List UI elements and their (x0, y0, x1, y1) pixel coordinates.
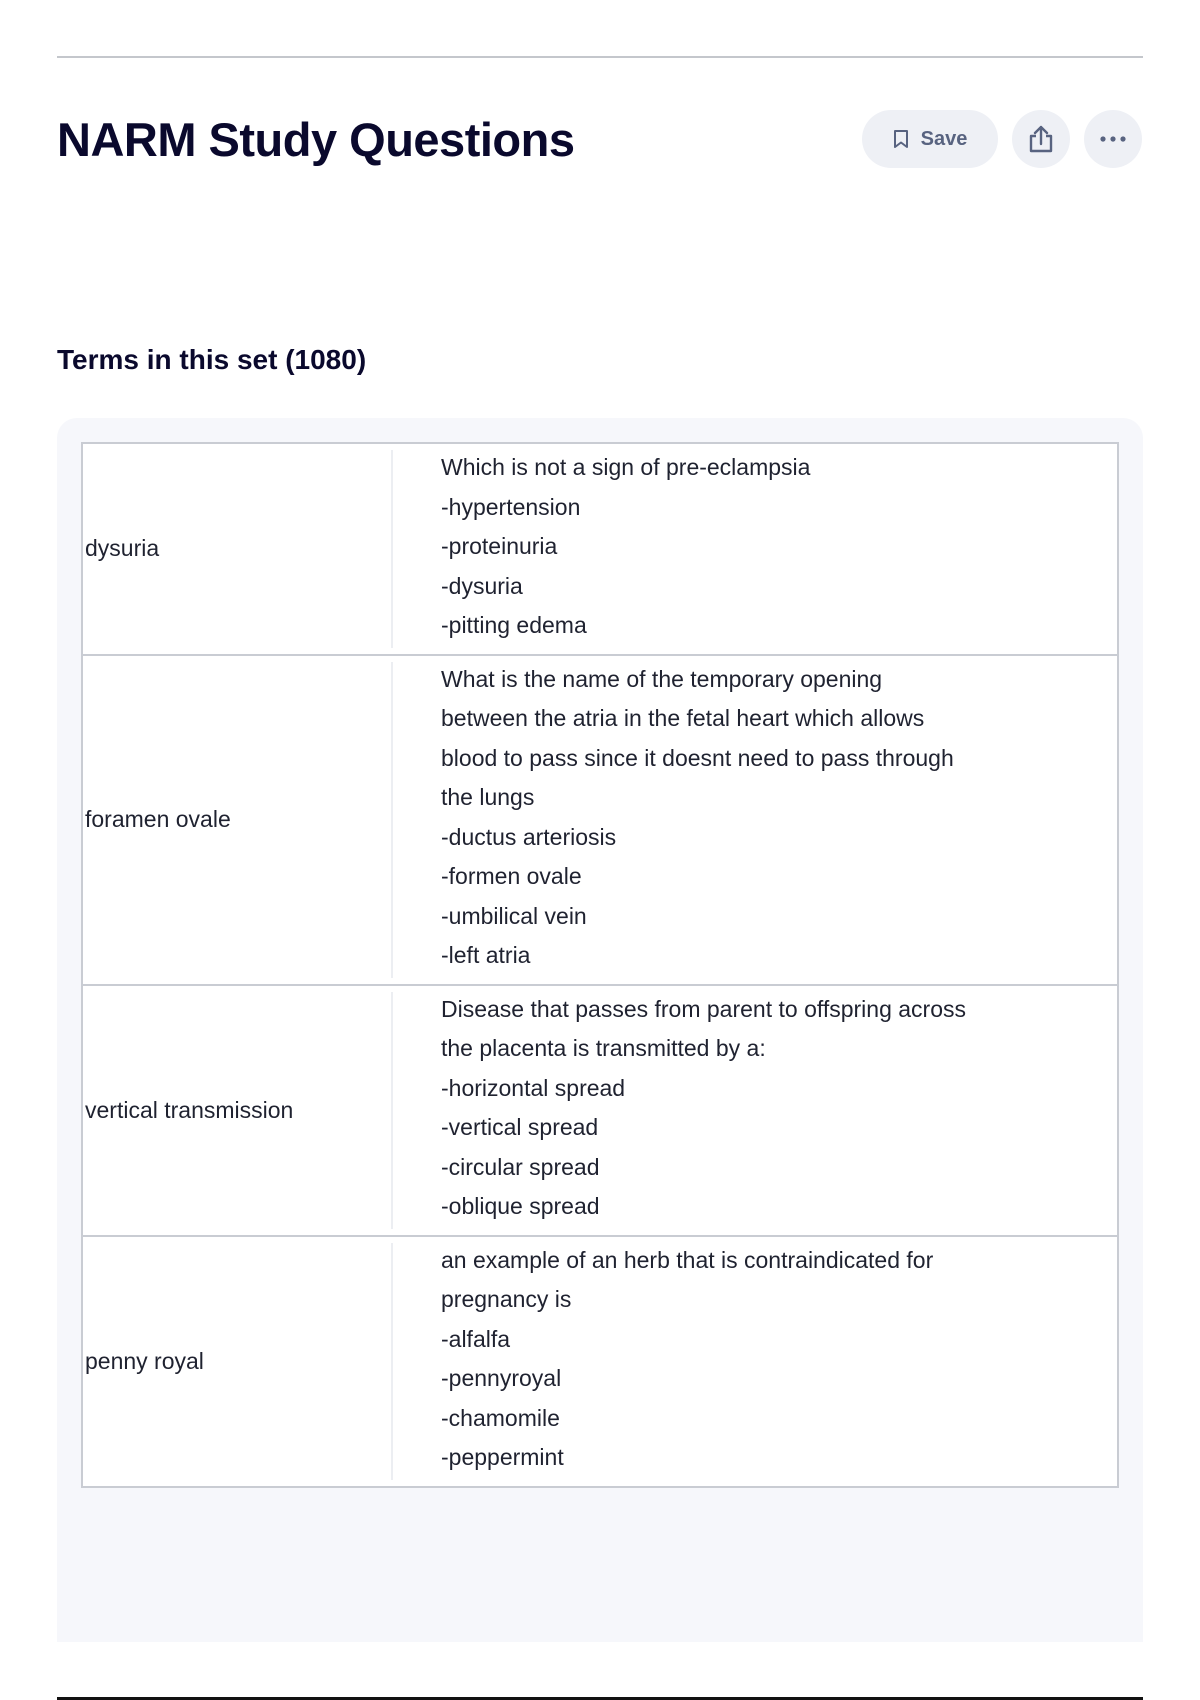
definition-line: -umbilical vein (441, 902, 587, 929)
definition-line: -circular spread (441, 1153, 600, 1180)
definition-line: blood to pass since it doesnt need to pass through (441, 744, 954, 771)
definition-cell (393, 986, 1117, 1235)
table-row (83, 1235, 1117, 1486)
definition-line: the lungs (441, 784, 535, 810)
definition-line: an example of an herb that is contraindicated for (441, 1246, 934, 1273)
save-button-label: Save (920, 127, 968, 150)
definition-line: pregnancy is (441, 1286, 572, 1312)
definition-line: -pitting edema (441, 612, 587, 638)
page-title: NARM Study Questions (57, 113, 575, 166)
share-icon (1027, 124, 1055, 154)
definition-cell (393, 444, 1117, 654)
term-cell: penny royal (83, 1243, 393, 1480)
definition-line: -pennyroyal (441, 1365, 562, 1391)
definition-line: -peppermint (441, 1444, 564, 1470)
definition-line: -hypertension (441, 493, 581, 520)
definition-line: -horizontal spread (441, 1074, 626, 1101)
save-button[interactable] (862, 110, 998, 168)
definition-line: -vertical spread (441, 1114, 599, 1140)
definition-line: -alfalfa (441, 1325, 511, 1352)
definition-line: -left atria (441, 942, 531, 968)
terms-table (81, 442, 1119, 1488)
definition-line: -ductus arteriosis (441, 823, 617, 850)
definition-cell (393, 1237, 1117, 1486)
more-options-button[interactable] (1084, 110, 1142, 168)
term-cell: foramen ovale (83, 662, 393, 978)
table-row (83, 984, 1117, 1235)
table-row (83, 654, 1117, 984)
table-row (83, 444, 1117, 654)
share-button[interactable] (1012, 110, 1070, 168)
definition-line: -proteinuria (441, 533, 558, 559)
definition-line: Disease that passes from parent to offspring across (441, 995, 967, 1022)
definition-line: -formen ovale (441, 863, 582, 889)
header-actions (862, 110, 1142, 168)
term-cell: dysuria (83, 450, 393, 648)
definition-line: the placenta is transmitted by a: (441, 1035, 766, 1061)
definition-line: Which is not a sign of pre-eclampsia (441, 454, 811, 480)
more-icon (1099, 135, 1127, 143)
definition-line: What is the name of the temporary opening (441, 665, 883, 692)
definition-line: between the atria in the fetal heart which allows (441, 705, 925, 731)
definition-line: -oblique spread (441, 1193, 600, 1219)
definition-line: -chamomile (441, 1404, 560, 1431)
definition-cell (393, 656, 1117, 984)
bookmark-icon (893, 129, 909, 149)
terms-section-title: Terms in this set (1080) (57, 344, 367, 375)
top-divider (57, 56, 1143, 58)
term-cell: vertical transmission (83, 992, 393, 1229)
definition-line: -dysuria (441, 572, 523, 599)
